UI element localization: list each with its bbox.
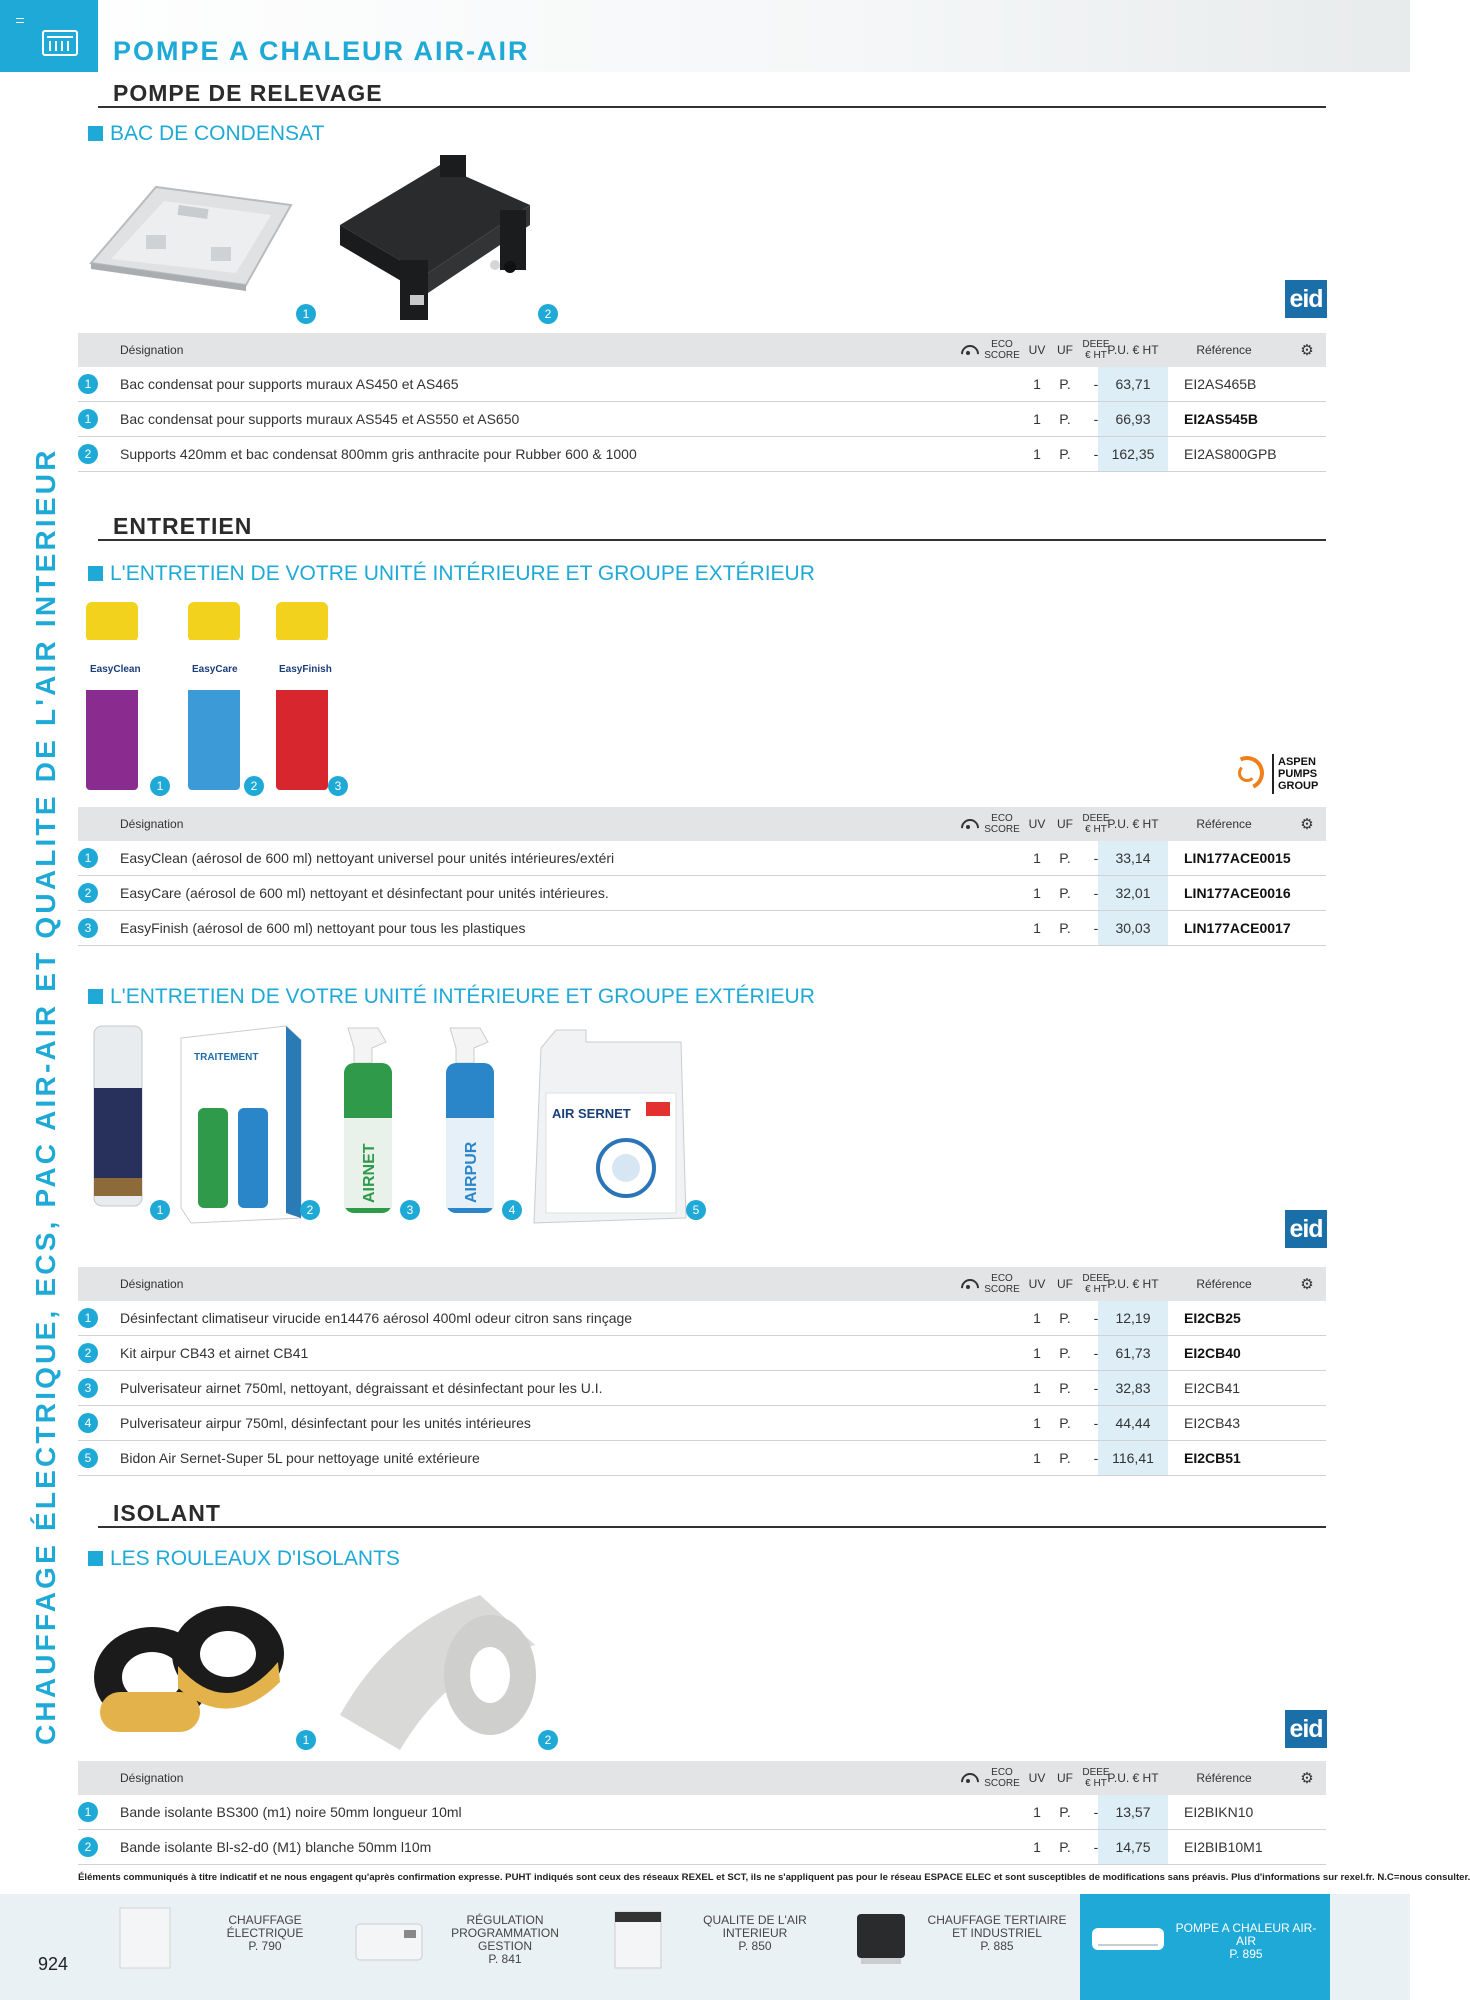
- table-row[interactable]: [78, 367, 1326, 402]
- table-row[interactable]: [78, 1336, 1326, 1371]
- row-reference[interactable]: EI2CB25: [1184, 1310, 1241, 1326]
- product-bubble-4: 4: [502, 1200, 522, 1220]
- row-designation: EasyCare (aérosol de 600 ml) nettoyant et désinfectant pour unités intérieures.: [120, 885, 609, 901]
- col-reference: Référence: [1196, 1277, 1252, 1291]
- table-bac-condensat: [78, 333, 1326, 472]
- eid-brand-logo: eid: [1285, 280, 1327, 318]
- row-deee: -: [1093, 885, 1099, 901]
- product-bubble-2: 2: [538, 1730, 558, 1750]
- row-uv: 1: [1033, 1415, 1041, 1431]
- row-price: 32,83: [1098, 1371, 1168, 1405]
- airnet-label: AIRNET: [361, 1143, 378, 1203]
- row-uv: 1: [1033, 446, 1041, 462]
- row-designation: EasyFinish (aérosol de 600 ml) nettoyant pour tous les plastiques: [120, 920, 526, 936]
- section-title-relevage: POMPE DE RELEVAGE: [113, 80, 383, 106]
- row-number-badge: 1: [78, 1802, 98, 1822]
- row-reference[interactable]: EI2AS465B: [1184, 376, 1257, 392]
- bracket-tray-image: [330, 155, 540, 325]
- table-row[interactable]: [78, 1301, 1326, 1336]
- row-reference[interactable]: EI2CB43: [1184, 1415, 1241, 1431]
- row-reference[interactable]: EI2CB41: [1184, 1380, 1241, 1396]
- gear-icon[interactable]: ⚙: [1300, 1276, 1314, 1293]
- row-uf: P.: [1059, 446, 1071, 462]
- row-price: 32,01: [1098, 876, 1168, 910]
- row-uf: P.: [1059, 376, 1071, 392]
- row-number-badge: 1: [78, 409, 98, 429]
- col-designation: Désignation: [120, 1771, 184, 1785]
- row-designation: Bac condensat pour supports muraux AS450 et AS465: [120, 376, 459, 392]
- product-bubble-1: 1: [296, 304, 316, 324]
- row-designation: EasyClean (aérosol de 600 ml) nettoyant universel pour unités intérieures/extéri: [120, 850, 615, 866]
- row-deee: -: [1093, 1839, 1099, 1855]
- aspen-pumps-logo: ASPEN PUMPS GROUP: [1228, 752, 1328, 796]
- row-uf: P.: [1059, 1450, 1071, 1466]
- row-designation: Kit airpur CB43 et airnet CB41: [120, 1345, 309, 1361]
- row-designation: Bande isolante Bl-s2-d0 (M1) blanche 50mm l10m: [120, 1839, 432, 1855]
- col-uv: UV: [1028, 1771, 1046, 1785]
- row-uf: P.: [1059, 1380, 1071, 1396]
- col-reference: Référence: [1196, 343, 1252, 357]
- row-uv: 1: [1033, 411, 1041, 427]
- air-purifier-thumb-icon: [609, 1904, 669, 1970]
- row-uv: 1: [1033, 1310, 1041, 1326]
- row-price: 61,73: [1098, 1336, 1168, 1370]
- row-reference[interactable]: LIN177ACE0017: [1184, 920, 1291, 936]
- table-entretien-2: [78, 1267, 1326, 1476]
- sernet-label: AIR SERNET: [552, 1106, 631, 1121]
- subsection-title-entretien-2: L'ENTRETIEN DE VOTRE UNITÉ INTÉRIEURE ET GROUPE EXTÉRIEUR: [88, 985, 815, 1009]
- wifi-icon: [961, 1773, 975, 1783]
- can-label-easyfinish: EasyFinish: [279, 664, 332, 675]
- row-deee: -: [1093, 1804, 1099, 1820]
- table-row[interactable]: [78, 1830, 1326, 1865]
- col-eco-score: ECO SCORE: [984, 339, 1020, 361]
- row-deee: -: [1093, 411, 1099, 427]
- row-price: 33,14: [1098, 841, 1168, 875]
- row-reference[interactable]: LIN177ACE0015: [1184, 850, 1291, 866]
- row-uv: 1: [1033, 850, 1041, 866]
- row-designation: Bande isolante BS300 (m1) noire 50mm longueur 10ml: [120, 1804, 462, 1820]
- col-deee: DEEE € HT: [1082, 339, 1110, 361]
- col-unit-price: P.U. € HT: [1107, 343, 1159, 357]
- product-bubble-3: 3: [328, 776, 348, 796]
- row-designation: Pulverisateur airnet 750ml, nettoyant, dégraissant et désinfectant pour les U.I.: [120, 1380, 603, 1396]
- col-uf: UF: [1057, 817, 1073, 831]
- table-row[interactable]: [78, 1441, 1326, 1476]
- row-uf: P.: [1059, 1310, 1071, 1326]
- row-deee: -: [1093, 1415, 1099, 1431]
- section-rule: [98, 106, 1326, 108]
- col-reference: Référence: [1196, 817, 1252, 831]
- product-bubble-1: 1: [296, 1730, 316, 1750]
- row-deee: -: [1093, 850, 1099, 866]
- row-number-badge: 3: [78, 1378, 98, 1398]
- row-uv: 1: [1033, 885, 1041, 901]
- subsection-title-entretien-1: L'ENTRETIEN DE VOTRE UNITÉ INTÉRIEURE ET GROUPE EXTÉRIEUR: [88, 562, 815, 586]
- radiator-thumb-icon: [116, 1904, 176, 1970]
- col-uf: UF: [1057, 1771, 1073, 1785]
- product-bubble-1: 1: [150, 776, 170, 796]
- col-deee: DEEE € HT: [1082, 1273, 1110, 1295]
- row-uf: P.: [1059, 411, 1071, 427]
- row-uf: P.: [1059, 1415, 1071, 1431]
- nav-chauffage-electrique[interactable]: CHAUFFAGE ÉLECTRIQUE P. 790: [110, 1894, 335, 1994]
- row-deee: -: [1093, 446, 1099, 462]
- col-designation: Désignation: [120, 1277, 184, 1291]
- cleaning-products-image: [86, 1018, 691, 1223]
- row-reference[interactable]: EI2CB40: [1184, 1345, 1241, 1361]
- wifi-icon: [961, 345, 975, 355]
- row-uv: 1: [1033, 1839, 1041, 1855]
- table-entretien-1: [78, 807, 1326, 946]
- col-designation: Désignation: [120, 817, 184, 831]
- white-insulation-roll-image: [330, 1585, 540, 1755]
- product-bubble-3: 3: [400, 1200, 420, 1220]
- row-designation: Désinfectant climatiseur virucide en14476 aérosol 400ml odeur citron sans rinçage: [120, 1310, 633, 1326]
- row-price: 12,19: [1098, 1301, 1168, 1335]
- row-price: 162,35: [1098, 437, 1168, 471]
- row-number-badge: 1: [78, 374, 98, 394]
- row-reference[interactable]: EI2AS800GPB: [1184, 446, 1277, 462]
- row-number-badge: 2: [78, 444, 98, 464]
- col-designation: Désignation: [120, 343, 184, 357]
- row-price: 13,57: [1098, 1795, 1168, 1829]
- chapter-vertical-title: CHAUFFAGE ÉLECTRIQUE, ECS, PAC AIR-AIR ET QUALITE DE L'AIR INTERIEUR: [30, 447, 61, 1745]
- col-unit-price: P.U. € HT: [1107, 1771, 1159, 1785]
- col-reference: Référence: [1196, 1771, 1252, 1785]
- row-number-badge: 2: [78, 1837, 98, 1857]
- col-eco-score: ECO SCORE: [984, 1273, 1020, 1295]
- row-uv: 1: [1033, 1345, 1041, 1361]
- row-uf: P.: [1059, 920, 1071, 936]
- row-uf: P.: [1059, 885, 1071, 901]
- row-uv: 1: [1033, 1380, 1041, 1396]
- row-designation: Pulverisateur airpur 750ml, désinfectant pour les unités intérieures: [120, 1415, 531, 1431]
- product-bubble-1: 1: [150, 1200, 170, 1220]
- row-uv: 1: [1033, 1804, 1041, 1820]
- table-row[interactable]: [78, 402, 1326, 437]
- col-uv: UV: [1028, 343, 1046, 357]
- section-title-entretien: ENTRETIEN: [113, 513, 253, 539]
- col-uv: UV: [1028, 1277, 1046, 1291]
- row-price: 30,03: [1098, 911, 1168, 945]
- aerosol-cans-image: [84, 600, 334, 795]
- row-number-badge: 2: [78, 1343, 98, 1363]
- row-price: 63,71: [1098, 367, 1168, 401]
- thermostat-thumb-icon: [352, 1904, 426, 1970]
- col-unit-price: P.U. € HT: [1107, 1277, 1159, 1291]
- row-number-badge: 2: [78, 883, 98, 903]
- chapter-tab[interactable]: [0, 0, 98, 72]
- col-deee: DEEE € HT: [1082, 813, 1110, 835]
- product-bubble-2: 2: [300, 1200, 320, 1220]
- row-deee: -: [1093, 920, 1099, 936]
- wifi-icon: [961, 1279, 975, 1289]
- subsection-title-bac: BAC DE CONDENSAT: [88, 122, 324, 146]
- eid-brand-logo: eid: [1285, 1710, 1327, 1748]
- black-insulation-roll-image: [90, 1592, 290, 1742]
- air-conditioner-thumb-icon: [1088, 1904, 1168, 1970]
- row-number-badge: 1: [78, 1308, 98, 1328]
- product-bubble-2: 2: [538, 304, 558, 324]
- col-eco-score: ECO SCORE: [984, 813, 1020, 835]
- table-row[interactable]: [78, 911, 1326, 946]
- table-header: [78, 333, 1326, 367]
- row-number-badge: 5: [78, 1448, 98, 1468]
- subsection-title-rouleaux: LES ROULEAUX D'ISOLANTS: [88, 1547, 400, 1571]
- radiator-icon: [42, 30, 78, 56]
- gear-icon[interactable]: ⚙: [1300, 342, 1314, 359]
- table-header: [78, 1267, 1326, 1301]
- gear-icon[interactable]: ⚙: [1300, 1770, 1314, 1787]
- airpur-label: AIRPUR: [463, 1141, 480, 1203]
- row-uv: 1: [1033, 920, 1041, 936]
- industrial-heater-thumb-icon: [851, 1904, 911, 1970]
- row-price: 14,75: [1098, 1830, 1168, 1864]
- row-uf: P.: [1059, 1345, 1071, 1361]
- row-uf: P.: [1059, 850, 1071, 866]
- row-reference[interactable]: EI2AS545B: [1184, 411, 1258, 427]
- row-uf: P.: [1059, 1839, 1071, 1855]
- row-deee: -: [1093, 1380, 1099, 1396]
- row-price: 66,93: [1098, 402, 1168, 436]
- row-reference[interactable]: LIN177ACE0016: [1184, 885, 1291, 901]
- section-rule: [98, 1526, 1326, 1528]
- wifi-icon: [961, 819, 975, 829]
- row-uf: P.: [1059, 1804, 1071, 1820]
- row-designation: Bac condensat pour supports muraux AS545 et AS550 et AS650: [120, 411, 520, 427]
- row-price: 116,41: [1098, 1441, 1168, 1475]
- col-uf: UF: [1057, 343, 1073, 357]
- row-reference[interactable]: EI2CB51: [1184, 1450, 1241, 1466]
- table-header: [78, 807, 1326, 841]
- nav-pompe-chaleur-air-air[interactable]: POMPE A CHALEUR AIR-AIR P. 895: [1080, 1894, 1330, 2000]
- product-bubble-5: 5: [686, 1200, 706, 1220]
- row-deee: -: [1093, 376, 1099, 392]
- row-price: 44,44: [1098, 1406, 1168, 1440]
- nav-qualite-air-interieur[interactable]: QUALITE DE L'AIR INTERIEUR P. 850: [605, 1894, 830, 1994]
- row-reference[interactable]: EI2BIB10M1: [1184, 1839, 1263, 1855]
- row-uv: 1: [1033, 376, 1041, 392]
- row-number-badge: 4: [78, 1413, 98, 1433]
- row-reference[interactable]: EI2BIKN10: [1184, 1804, 1254, 1820]
- nav-chauffage-tertiaire[interactable]: CHAUFFAGE TERTIAIRE ET INDUSTRIEL P. 885: [845, 1894, 1070, 1994]
- eid-brand-logo: eid: [1285, 1210, 1327, 1248]
- col-eco-score: ECO SCORE: [984, 1767, 1020, 1789]
- table-header: [78, 1761, 1326, 1795]
- row-deee: -: [1093, 1345, 1099, 1361]
- table-row[interactable]: [78, 876, 1326, 911]
- nav-regulation-programmation[interactable]: RÉGULATION PROGRAMMATION GESTION P. 841: [348, 1894, 588, 1994]
- col-unit-price: P.U. € HT: [1107, 817, 1159, 831]
- row-uv: 1: [1033, 1450, 1041, 1466]
- menu-icon[interactable]: [16, 18, 24, 23]
- table-row[interactable]: [78, 1795, 1326, 1830]
- col-uf: UF: [1057, 1277, 1073, 1291]
- condensate-tray-image: [86, 175, 296, 290]
- section-rule: [98, 539, 1326, 541]
- col-deee: DEEE € HT: [1082, 1767, 1110, 1789]
- row-deee: -: [1093, 1310, 1099, 1326]
- row-designation: Bidon Air Sernet-Super 5L pour nettoyage unité extérieure: [120, 1450, 480, 1466]
- row-designation: Supports 420mm et bac condensat 800mm gris anthracite pour Rubber 600 & 1000: [120, 446, 637, 462]
- row-number-badge: 1: [78, 848, 98, 868]
- table-row[interactable]: [78, 1371, 1326, 1406]
- gear-icon[interactable]: ⚙: [1300, 816, 1314, 833]
- can-label-easyclean: EasyClean: [90, 664, 141, 675]
- footer-nav-bar: [0, 1894, 1410, 2000]
- page-title: POMPE A CHALEUR AIR-AIR: [113, 36, 530, 66]
- table-row[interactable]: [78, 1406, 1326, 1441]
- col-uv: UV: [1028, 817, 1046, 831]
- table-row[interactable]: [78, 437, 1326, 472]
- row-number-badge: 3: [78, 918, 98, 938]
- row-deee: -: [1093, 1450, 1099, 1466]
- product-bubble-2: 2: [244, 776, 264, 796]
- kit-box-label: TRAITEMENT: [194, 1052, 259, 1063]
- section-title-isolant: ISOLANT: [113, 1500, 221, 1526]
- table-isolant: [78, 1761, 1326, 1865]
- page-number: 924: [38, 1954, 69, 1974]
- can-label-easycare: EasyCare: [192, 664, 238, 675]
- legal-disclaimer: Éléments communiqués à titre indicatif et ne nous engagent qu'après confirmation expresse. PUHT indiqués sont ceux des réseaux REXEL et SCT, ils ne s'appliquent pas pour le réseau ESPACE ELEC et sont susceptibles de modifications sans préavis. Plus d'informations sur rexel.fr. N.C=nous consulter.: [78, 1872, 1470, 1883]
- table-row[interactable]: [78, 841, 1326, 876]
